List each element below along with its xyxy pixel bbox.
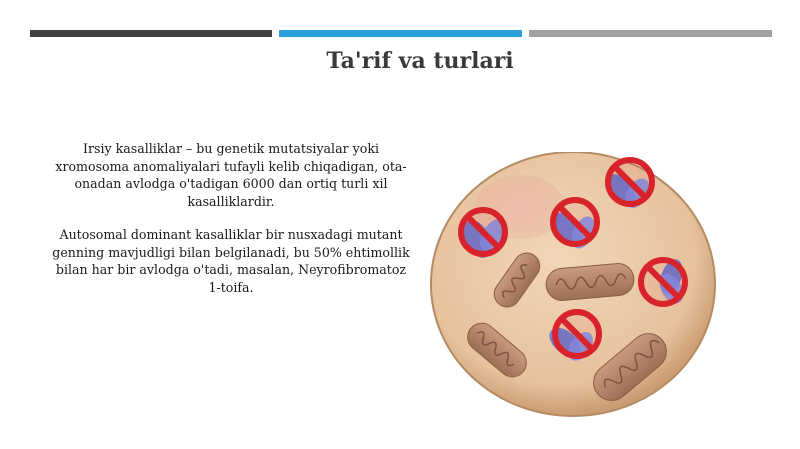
- accent-bar-gray: [529, 30, 772, 37]
- slide-title: Ta'rif va turlari: [326, 48, 514, 74]
- chromosome-group-4: [641, 256, 688, 307]
- paragraph-definition: Irsiy kasalliklar – bu genetik mutatsiyalar yoki xromosoma anomaliyalari tufayli kelib chiqadigan, ota-onadan avlodga o'tadigan 6000 dan ortiq turli xil kasalliklardir.: [55, 141, 407, 209]
- paragraph-autosomal-dominant: Autosomal dominant kasalliklar bir nusxadagi mutant genning mavjudligi bilan belgilanadi, bu 50% ehtimollik bilan har bir avlodga o'tadi, masalan, Neyrofibromatoz 1-toifa.: [52, 227, 410, 295]
- slide-body: [50, 140, 412, 296]
- cell-illustration: [425, 152, 725, 422]
- accent-bar-blue: [279, 30, 522, 37]
- header-accent-bars: [30, 30, 772, 38]
- accent-bar-dark: [30, 30, 272, 37]
